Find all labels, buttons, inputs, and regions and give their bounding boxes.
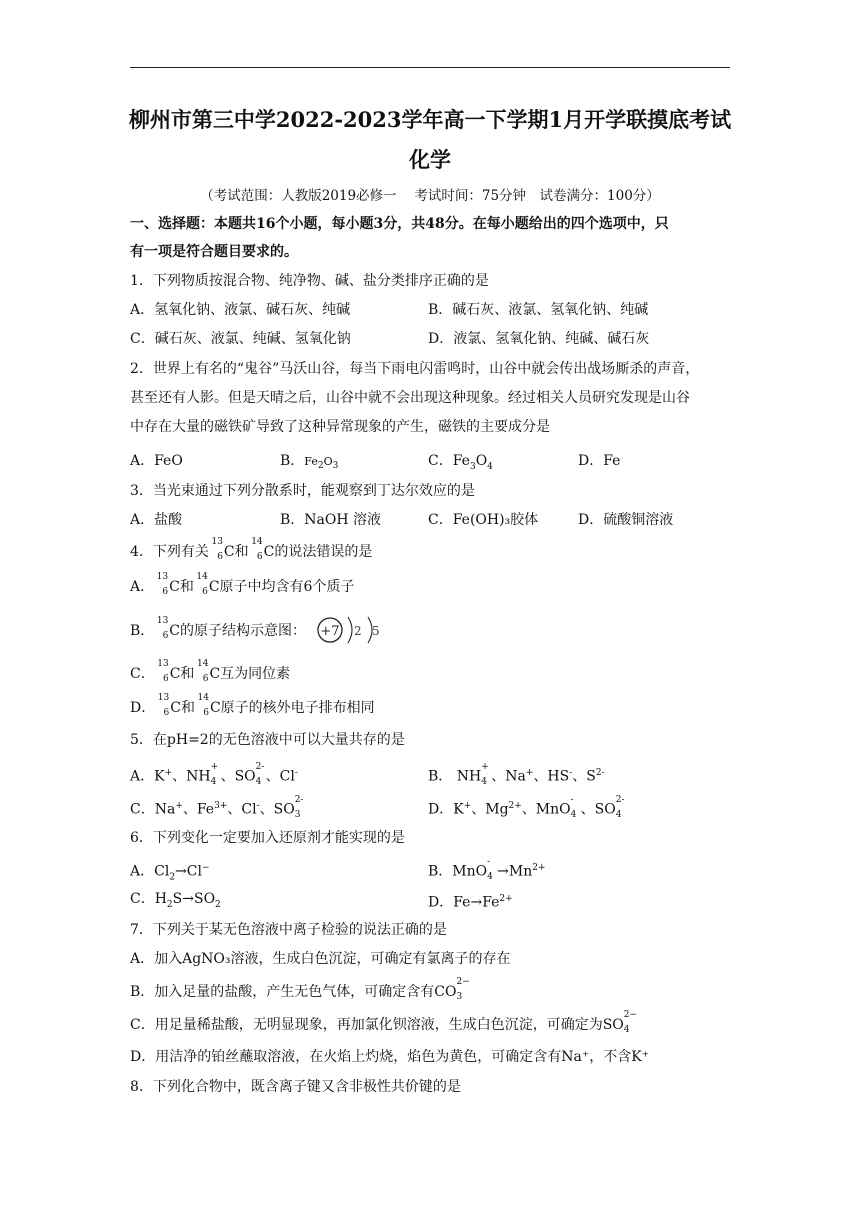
q4-option-c: C． 13 6 C和 14 6 C互为同位素: [130, 659, 291, 684]
nucleus-charge: +7: [320, 624, 340, 639]
q5-stem: 5．在pH=2的无色溶液中可以大量共存的是: [130, 732, 405, 748]
q6-option-a: A．$Cl_2\to Cl^-$: [130, 863, 210, 883]
q1-stem: 1．下列物质按混合物、纯净物、碱、盐分类排序正确的是: [130, 273, 489, 289]
q6-option-d: D．$Fe\to Fe^{2+}$: [428, 894, 513, 911]
q7-option-b: B．加入足量的盐酸，产生无色气体，可确定含有CO 2− 3: [130, 977, 470, 1002]
q4-option-d: D． 13 6 C和 14 6 C原子的核外电子排布相同: [130, 693, 375, 718]
q2-line3: 中存在大量的磁铁矿导致了这种异常现象的产生，磁铁的主要成分是: [130, 419, 550, 435]
q5-option-a: A．K+、NH + 4 、SO 2- 4 、Cl-: [130, 761, 298, 787]
q7-option-a: A．加入AgNO₃溶液，生成白色沉淀，可确定有氯离子的存在: [130, 951, 511, 967]
q4-stem: 4．下列有关 13 6 C和 14 6 C的说法错误的是: [130, 537, 373, 562]
q2-option-b: B．$Fe_2O_3$: [280, 453, 339, 472]
exam-info: （考试范围：人教版2019必修一 考试时间：75分钟 试卷满分：100分）: [200, 188, 660, 204]
q5-option-d: D．K+、$Mg^{2+}$、MnO - 4 、SO 2- 4: [428, 794, 625, 820]
q3-stem: 3．当光束通过下列分散系时，能观察到丁达尔效应的是: [130, 483, 475, 499]
q2-option-c: C．$Fe_3O_4$: [428, 453, 493, 472]
q5-option-c: C．Na+、$Fe^{3+}$、Cl-、SO 2- 3: [130, 794, 304, 820]
q6-stem: 6．下列变化一定要加入还原剂才能实现的是: [130, 830, 405, 846]
q1-option-d: D．液氯、氢氧化钠、纯碱、碱石灰: [428, 331, 650, 347]
q7-option-d: D．用洁净的铂丝蘸取溶液，在火焰上灼烧，焰色为黄色，可确定含有Na⁺，不含K⁺: [130, 1049, 650, 1065]
q3-option-c: C．Fe(OH)₃胶体: [428, 512, 539, 528]
q3-option-b: B．NaOH 溶液: [280, 512, 382, 528]
q6-option-b: B．MnO - 4 $\to Mn^{2+}$: [428, 856, 546, 882]
header-rule: [130, 67, 730, 68]
q7-stem: 7．下列关于某无色溶液中离子检验的说法正确的是: [130, 922, 447, 938]
q1-option-a: A．氢氧化钠、液氯、碱石灰、纯碱: [130, 302, 351, 318]
q2-option-d: D．Fe: [578, 453, 621, 469]
q2-option-a: A．FeO: [130, 453, 183, 469]
q2-line2: 甚至还有人影。但是天晴之后，山谷中就不会出现这种现象。经过相关人员研究发现是山谷: [130, 390, 690, 406]
q3-option-a: A．盐酸: [130, 512, 183, 528]
q6-option-c: C．$H_2S\to SO_2$: [130, 891, 221, 910]
q1-option-c: C．碱石灰、液氯、纯碱、氢氧化钠: [130, 331, 351, 347]
q5-option-b: B． NH + 4 、Na+、HS-、$S^{2-}$: [428, 761, 605, 787]
exam-subject: 化学: [409, 147, 451, 172]
exam-title: 柳州市第三中学2022-2023学年高一下学期1月开学联摸底考试: [128, 107, 732, 132]
q2-line1: 2．世界上有名的“鬼谷”马沃山谷，每当下雨电闪雷鸣时，山谷中就会传出战场厮杀的声音，: [130, 361, 700, 377]
q4-option-b: B． 13 6 C的原子结构示意图：: [130, 616, 307, 641]
section-heading-line1: 一、选择题：本题共16个小题，每小题3分，共48分。在每小题给出的四个选项中，只: [130, 216, 669, 232]
q4-option-a: A． 13 6 C和 14 6 C原子中均含有6个质子: [130, 572, 355, 597]
q8-stem: 8．下列化合物中，既含离子键又含非极性共价键的是: [130, 1079, 461, 1095]
q1-option-b: B．碱石灰、液氯、氢氧化钠、纯碱: [428, 302, 649, 318]
shell2-electrons: 5: [372, 624, 380, 638]
shell1-electrons: 2: [354, 624, 362, 638]
shell-arc-1: [348, 617, 352, 643]
atom-structure-diagram: [314, 612, 384, 648]
section-heading-line2: 有一项是符合题目要求的。: [130, 244, 298, 260]
q3-option-d: D．硫酸铜溶液: [578, 512, 674, 528]
q7-option-c: C．用足量稀盐酸，无明显现象，再加氯化钡溶液，生成白色沉淀，可确定为SO 2− 4: [130, 1010, 638, 1035]
